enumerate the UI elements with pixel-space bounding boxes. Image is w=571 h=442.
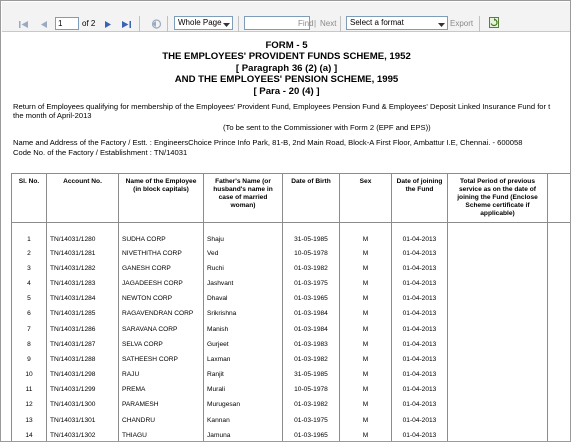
cell-sex: M	[340, 367, 392, 382]
cell-name: CHANDRU	[119, 413, 204, 428]
cell-doj: 01-04-2013	[392, 306, 448, 321]
cell-prev	[448, 246, 548, 261]
cell-doj: 01-04-2013	[392, 223, 448, 246]
establishment-code: Code No. of the Factory / Establishment : TN/14031	[13, 148, 188, 157]
cell-account: TN/14031/1286	[47, 321, 119, 336]
cell-sex: M	[340, 428, 392, 442]
cell-prev	[448, 306, 548, 321]
cell-account: TN/14031/1302	[47, 428, 119, 442]
cell-name: GANESH CORP	[119, 261, 204, 276]
cell-dob: 01-03-1975	[283, 276, 340, 291]
cell-prev	[448, 413, 548, 428]
cell-dob: 01-03-1982	[283, 397, 340, 412]
column-header: Account No.	[47, 174, 119, 223]
cell-dob: 01-03-1984	[283, 306, 340, 321]
cell-sex: M	[340, 261, 392, 276]
cell-sex: M	[340, 337, 392, 352]
next-page-icon[interactable]	[102, 17, 114, 31]
cell-father: Ruchi	[204, 261, 283, 276]
prev-page-icon[interactable]	[38, 17, 50, 31]
cell-doj: 01-04-2013	[392, 428, 448, 442]
table-header-row	[12, 174, 571, 223]
cell-extra	[548, 321, 571, 336]
cell-account: TN/14031/1299	[47, 382, 119, 397]
first-page-icon[interactable]	[17, 17, 29, 31]
cell-doj: 01-04-2013	[392, 413, 448, 428]
cell-dob: 01-03-1982	[283, 352, 340, 367]
employee-table	[11, 173, 571, 442]
cell-name: SATHEESH CORP	[119, 352, 204, 367]
cell-sl: 11	[12, 382, 47, 397]
cell-account: TN/14031/1298	[47, 367, 119, 382]
cell-father: Shaju	[204, 223, 283, 246]
cell-sl: 1	[12, 223, 47, 246]
table-row	[12, 321, 571, 336]
cell-dob: 01-03-1982	[283, 261, 340, 276]
cell-sl: 2	[12, 246, 47, 261]
cell-sl: 13	[12, 413, 47, 428]
cell-prev	[448, 352, 548, 367]
cell-extra	[548, 246, 571, 261]
cell-dob: 01-03-1984	[283, 321, 340, 336]
table-row	[12, 291, 571, 306]
last-page-icon[interactable]	[120, 17, 132, 31]
cell-sl: 10	[12, 367, 47, 382]
cell-account: TN/14031/1300	[47, 397, 119, 412]
find-link[interactable]: Find	[298, 19, 314, 28]
cell-prev	[448, 367, 548, 382]
cell-name: RAJU	[119, 367, 204, 382]
scheme-title: THE EMPLOYEES' PROVIDENT FUNDS SCHEME, 1952	[162, 51, 411, 62]
chevron-down-icon	[223, 20, 230, 32]
export-link[interactable]: Export	[450, 19, 474, 28]
cell-extra	[548, 291, 571, 306]
cell-extra	[548, 337, 571, 352]
para-ref: [ Para - 20 (4) ]	[253, 86, 320, 97]
cell-father: Jashvant	[204, 276, 283, 291]
cell-prev	[448, 223, 548, 246]
cell-doj: 01-04-2013	[392, 352, 448, 367]
column-header: Total Period of previous service as on the date of joining the Fund (Enclose Scheme certificate if applicable)	[448, 174, 548, 223]
cell-prev	[448, 337, 548, 352]
cell-sl: 3	[12, 261, 47, 276]
cell-name: JAGADEESH CORP	[119, 276, 204, 291]
column-header: Sl. No.	[12, 174, 47, 223]
cell-name: NEWTON CORP	[119, 291, 204, 306]
cell-account: TN/14031/1284	[47, 291, 119, 306]
column-header: Father's Name (or husband's name in case of married woman)	[204, 174, 283, 223]
cell-extra	[548, 223, 571, 246]
cell-father: Kannan	[204, 413, 283, 428]
pension-title: AND THE EMPLOYEES' PENSION SCHEME, 1995	[174, 74, 399, 85]
table-body	[12, 223, 571, 442]
cell-prev	[448, 321, 548, 336]
cell-extra	[548, 367, 571, 382]
cell-father: Srikrishna	[204, 306, 283, 321]
cell-name: PREMA	[119, 382, 204, 397]
cell-dob: 31-05-1985	[283, 367, 340, 382]
cell-sl: 12	[12, 397, 47, 412]
return-month: the month of April-2013	[13, 111, 92, 120]
cell-sex: M	[340, 397, 392, 412]
chevron-down-icon	[438, 20, 445, 32]
cell-sex: M	[340, 321, 392, 336]
cell-dob: 10-05-1978	[283, 382, 340, 397]
cell-doj: 01-04-2013	[392, 246, 448, 261]
cell-account: TN/14031/1280	[47, 223, 119, 246]
cell-prev	[448, 382, 548, 397]
paragraph-ref: [ Paragraph 36 (2) (a) ]	[235, 63, 338, 74]
cell-name: SARAVANA CORP	[119, 321, 204, 336]
zoom-select-value: Whole Page	[178, 18, 222, 27]
cell-prev	[448, 397, 548, 412]
cell-father: Laxman	[204, 352, 283, 367]
toolbar-separator	[479, 16, 480, 32]
cell-prev	[448, 276, 548, 291]
cell-name: SUDHA CORP	[119, 223, 204, 246]
cell-father: Murugesan	[204, 397, 283, 412]
cell-father: Ved	[204, 246, 283, 261]
submission-note: (To be sent to the Commissioner with Form 2 (EPF and EPS))	[223, 123, 431, 132]
cell-account: TN/14031/1285	[47, 306, 119, 321]
column-header: Sex	[340, 174, 392, 223]
table-row	[12, 397, 571, 412]
cell-extra	[548, 397, 571, 412]
cell-father: Gurjeet	[204, 337, 283, 352]
cell-extra	[548, 261, 571, 276]
cell-name: SELVA CORP	[119, 337, 204, 352]
cell-sex: M	[340, 223, 392, 246]
page-count-label: of 2	[82, 19, 96, 28]
cell-sl: 6	[12, 306, 47, 321]
return-description: Return of Employees qualifying for membership of the Employees' Provident Fund, Employees Pension Fund & Employees' Deposit Linked Insurance Fund for t	[13, 102, 551, 111]
table-row	[12, 337, 571, 352]
cell-extra	[548, 413, 571, 428]
table-row	[12, 261, 571, 276]
cell-doj: 01-04-2013	[392, 291, 448, 306]
cell-account: TN/14031/1281	[47, 246, 119, 261]
cell-extra	[548, 306, 571, 321]
cell-doj: 01-04-2013	[392, 337, 448, 352]
export-format-value: Select a format	[350, 18, 404, 27]
table-row	[12, 306, 571, 321]
cell-father: Ranjit	[204, 367, 283, 382]
toolbar-separator	[139, 16, 140, 32]
table-row	[12, 428, 571, 442]
table-row	[12, 352, 571, 367]
table-row	[12, 276, 571, 291]
table-row	[12, 223, 571, 246]
back-icon[interactable]	[150, 17, 162, 31]
column-header-extra	[548, 174, 571, 223]
toolbar-separator	[340, 16, 341, 32]
cell-dob: 01-03-1983	[283, 337, 340, 352]
cell-name: RAGAVENDRAN CORP	[119, 306, 204, 321]
cell-sex: M	[340, 306, 392, 321]
cell-prev	[448, 261, 548, 276]
cell-father: Manish	[204, 321, 283, 336]
cell-dob: 01-03-1965	[283, 291, 340, 306]
form-title: FORM - 5	[265, 40, 308, 51]
cell-extra	[548, 428, 571, 442]
cell-prev	[448, 291, 548, 306]
cell-doj: 01-04-2013	[392, 367, 448, 382]
zoom-select[interactable]	[174, 16, 233, 30]
cell-sex: M	[340, 352, 392, 367]
cell-extra	[548, 276, 571, 291]
table-row	[12, 367, 571, 382]
cell-doj: 01-04-2013	[392, 321, 448, 336]
column-header: Name of the Employee (in block capitals)	[119, 174, 204, 223]
cell-father: Dhaval	[204, 291, 283, 306]
cell-dob: 01-03-1975	[283, 413, 340, 428]
cell-dob: 31-05-1985	[283, 223, 340, 246]
table-row	[12, 246, 571, 261]
report-toolbar	[2, 2, 571, 32]
cell-sl: 14	[12, 428, 47, 442]
refresh-icon[interactable]	[489, 17, 499, 28]
column-header: Date of joining the Fund	[392, 174, 448, 223]
cell-doj: 01-04-2013	[392, 276, 448, 291]
cell-account: TN/14031/1283	[47, 276, 119, 291]
cell-sl: 4	[12, 276, 47, 291]
cell-sex: M	[340, 413, 392, 428]
toolbar-separator	[238, 16, 239, 32]
cell-doj: 01-04-2013	[392, 397, 448, 412]
cell-account: TN/14031/1287	[47, 337, 119, 352]
cell-dob: 10-05-1978	[283, 246, 340, 261]
cell-prev	[448, 428, 548, 442]
cell-extra	[548, 352, 571, 367]
cell-extra	[548, 382, 571, 397]
cell-sex: M	[340, 276, 392, 291]
cell-sl: 7	[12, 321, 47, 336]
cell-dob: 01-03-1965	[283, 428, 340, 442]
cell-doj: 01-04-2013	[392, 261, 448, 276]
cell-doj: 01-04-2013	[392, 382, 448, 397]
column-header: Date of Birth	[283, 174, 340, 223]
link-divider: |	[314, 19, 317, 28]
cell-account: TN/14031/1301	[47, 413, 119, 428]
cell-account: TN/14031/1288	[47, 352, 119, 367]
toolbar-separator	[167, 16, 168, 32]
cell-name: PARAMESH	[119, 397, 204, 412]
cell-sl: 5	[12, 291, 47, 306]
export-format-select[interactable]	[346, 16, 448, 30]
table-row	[12, 413, 571, 428]
cell-sex: M	[340, 291, 392, 306]
next-link[interactable]: Next	[320, 19, 337, 28]
cell-name: THIAGU	[119, 428, 204, 442]
cell-sex: M	[340, 382, 392, 397]
cell-account: TN/14031/1282	[47, 261, 119, 276]
cell-father: Murali	[204, 382, 283, 397]
page-number-input[interactable]	[55, 17, 79, 30]
establishment-address: Name and Address of the Factory / Estt. : EngineersChoice Prince Info Park, 81-B, 2nd Main Road, Block-A First Floor, Ambattur I.E, Chennai. - 600058	[13, 138, 523, 147]
cell-sl: 8	[12, 337, 47, 352]
cell-name: NIVETHITHA CORP	[119, 246, 204, 261]
cell-sl: 9	[12, 352, 47, 367]
table-row	[12, 382, 571, 397]
cell-father: Jamuna	[204, 428, 283, 442]
cell-sex: M	[340, 246, 392, 261]
